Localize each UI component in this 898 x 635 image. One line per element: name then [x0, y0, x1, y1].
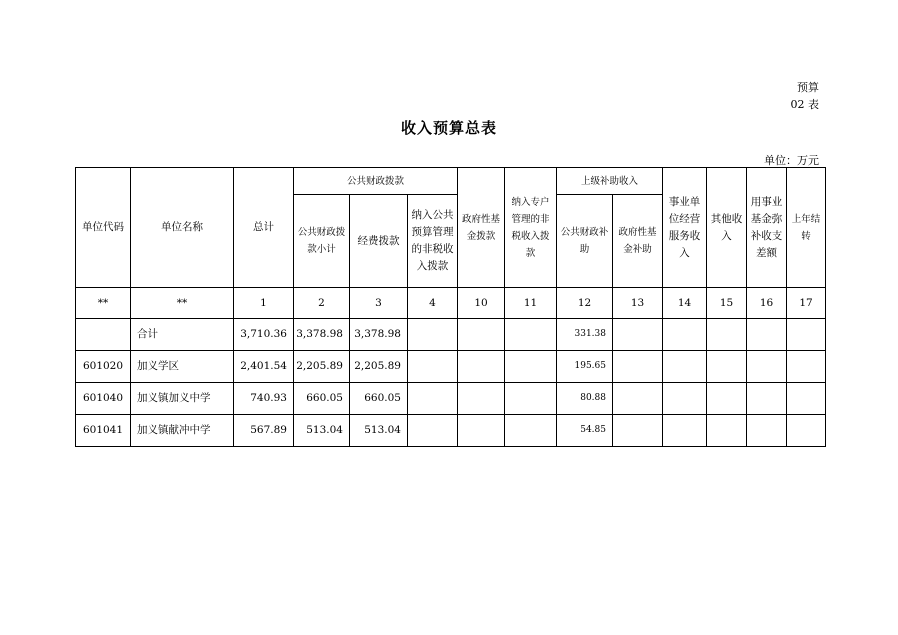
- empty-cell: [663, 319, 707, 351]
- empty-cell: [707, 319, 747, 351]
- table-row: [76, 351, 826, 383]
- operating-cell: 3,378.98: [350, 319, 408, 351]
- header-special-non-tax: 纳入专户管理的非税收入拨款: [505, 168, 557, 288]
- empty-cell: [613, 383, 663, 415]
- index-cell: 14: [663, 288, 707, 319]
- empty-cell: [747, 383, 787, 415]
- header-gov-fund: 政府性基金拨款: [458, 168, 505, 288]
- empty-cell: [458, 351, 505, 383]
- empty-cell: [408, 383, 458, 415]
- form-tag-line1: 预算: [797, 81, 819, 94]
- total-cell: 2,401.54: [234, 351, 294, 383]
- header-unit-name: 单位名称: [131, 168, 234, 288]
- empty-cell: [787, 383, 826, 415]
- index-cell: 1: [234, 288, 294, 319]
- index-cell: **: [76, 288, 131, 319]
- table-row: [76, 383, 826, 415]
- empty-cell: [505, 351, 557, 383]
- index-cell: 17: [787, 288, 826, 319]
- header-public-fiscal-group: 公共财政拨款: [294, 168, 458, 195]
- empty-cell: [458, 415, 505, 447]
- empty-cell: [787, 415, 826, 447]
- header-superior-subsidy-group: 上级补助收入: [557, 168, 663, 195]
- index-cell: 12: [557, 288, 613, 319]
- operating-cell: 513.04: [350, 415, 408, 447]
- index-cell: 13: [613, 288, 663, 319]
- table-row: [76, 319, 826, 351]
- header-unit-code: 单位代码: [76, 168, 131, 288]
- subtotal-cell: 2,205.89: [294, 351, 350, 383]
- form-tag-line2: 02 表: [790, 98, 819, 111]
- header-superior-gov-fund: 政府性基金补助: [613, 195, 663, 288]
- empty-cell: [747, 319, 787, 351]
- empty-cell: [787, 351, 826, 383]
- empty-cell: [613, 415, 663, 447]
- unit-name-cell: 合计: [131, 319, 234, 351]
- empty-cell: [505, 415, 557, 447]
- header-total: 总计: [234, 168, 294, 288]
- index-cell: 16: [747, 288, 787, 319]
- index-cell: 2: [294, 288, 350, 319]
- empty-cell: [408, 319, 458, 351]
- total-cell: 3,710.36: [234, 319, 294, 351]
- empty-cell: [747, 415, 787, 447]
- empty-cell: [663, 415, 707, 447]
- header-other-income: 其他收入: [707, 168, 747, 288]
- empty-cell: [613, 319, 663, 351]
- header-fund-balance: 用事业基金弥补收支差额: [747, 168, 787, 288]
- header-non-tax-budget: 纳入公共预算管理的非税收入拨款: [408, 195, 458, 288]
- header-operating-funds: 经费拨款: [350, 195, 408, 288]
- index-cell: 10: [458, 288, 505, 319]
- index-cell: 15: [707, 288, 747, 319]
- empty-cell: [408, 351, 458, 383]
- superior-public-cell: 80.88: [557, 383, 613, 415]
- unit-code-cell: 601020: [76, 351, 131, 383]
- total-cell: 567.89: [234, 415, 294, 447]
- unit-name-cell: 加义镇献冲中学: [131, 415, 234, 447]
- subtotal-cell: 3,378.98: [294, 319, 350, 351]
- operating-cell: 2,205.89: [350, 351, 408, 383]
- empty-cell: [505, 319, 557, 351]
- empty-cell: [663, 351, 707, 383]
- header-public-fiscal-subtotal: 公共财政拨款小计: [294, 195, 350, 288]
- empty-cell: [613, 351, 663, 383]
- empty-cell: [707, 383, 747, 415]
- subtotal-cell: 660.05: [294, 383, 350, 415]
- empty-cell: [707, 415, 747, 447]
- superior-public-cell: 195.65: [557, 351, 613, 383]
- operating-cell: 660.05: [350, 383, 408, 415]
- superior-public-cell: 54.85: [557, 415, 613, 447]
- index-cell: 4: [408, 288, 458, 319]
- index-cell: 3: [350, 288, 408, 319]
- empty-cell: [408, 415, 458, 447]
- empty-cell: [505, 383, 557, 415]
- table-row: [76, 415, 826, 447]
- unit-code-cell: 601040: [76, 383, 131, 415]
- total-cell: 740.93: [234, 383, 294, 415]
- header-carryover: 上年结转: [787, 168, 826, 288]
- page-title: 收入预算总表: [400, 119, 497, 137]
- empty-cell: [747, 351, 787, 383]
- income-budget-table: [75, 167, 826, 447]
- superior-public-cell: 331.38: [557, 319, 613, 351]
- unit-name-cell: 加义学区: [131, 351, 234, 383]
- unit-label: 单位：万元: [764, 154, 819, 167]
- empty-cell: [787, 319, 826, 351]
- empty-cell: [458, 383, 505, 415]
- unit-code-cell: [76, 319, 131, 351]
- unit-code-cell: 601041: [76, 415, 131, 447]
- subtotal-cell: 513.04: [294, 415, 350, 447]
- index-cell: 11: [505, 288, 557, 319]
- empty-cell: [707, 351, 747, 383]
- unit-name-cell: 加义镇加义中学: [131, 383, 234, 415]
- empty-cell: [663, 383, 707, 415]
- empty-cell: [458, 319, 505, 351]
- index-cell: **: [131, 288, 234, 319]
- header-business-service: 事业单位经营服务收入: [663, 168, 707, 288]
- index-row: [76, 288, 826, 319]
- header-superior-public-fiscal: 公共财政补助: [557, 195, 613, 288]
